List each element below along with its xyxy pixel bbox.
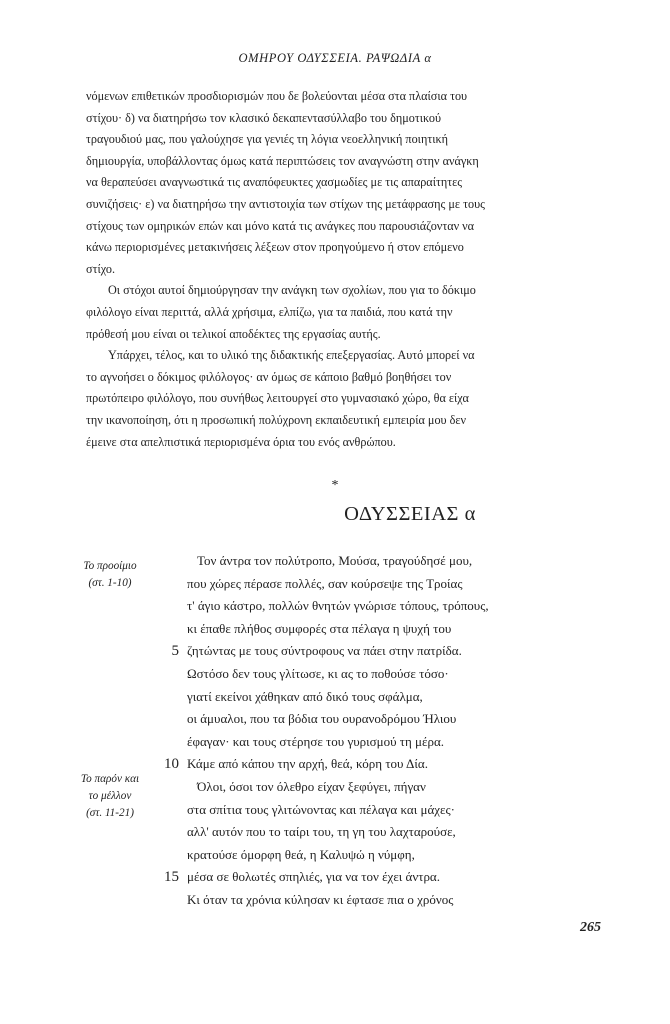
verse-text: κρατούσε όμορφη θεά, η Καλυψώ η νύμφη,	[187, 846, 415, 862]
verse-line	[157, 821, 597, 844]
margin-note-line: (στ. 1-10)	[88, 577, 132, 589]
preface-line: το αγνοήσει ο δόκιμος φιλόλογος· αν όμως σε κάποιο βαθμό βοηθήσει τον	[86, 369, 452, 384]
verse-text: που χώρες πέρασε πολλές, σαν κούρσεψε της Τροίας	[187, 575, 463, 591]
preface-line: στίχου· δ) να διατηρήσω τον κλασικό δεκαπεντασύλλαβο του δημοτικού	[86, 110, 442, 125]
preface-line: έμεινε στα απελπιστικά περιορισμένα όρια του ενός ανθρώπου.	[86, 434, 396, 449]
preface-line: πρωτόπειρο φιλόλογο, που συνήθως λειτουργεί στο γυμνασιακό χώρο, θα είχα	[86, 391, 469, 406]
preface-line: φιλόλογο είναι περιττά, αλλά χρήσιμα, ελπίζω, για τα παιδιά, που κατά την	[86, 304, 453, 319]
verse-line	[157, 686, 597, 709]
preface-line: συνιζήσεις· ε) να διατηρήσω την αντιστοιχία των στίχων της μετάφρασης με τους	[86, 196, 485, 211]
verse-line	[157, 731, 597, 754]
verse-text: Τον άντρα τον πολύτροπο, Μούσα, τραγούδησέ μου,	[197, 553, 473, 568]
verse-line	[157, 776, 597, 799]
verse-text: Κάμε από κάπου την αρχή, θεά, κόρη του Δία.	[187, 756, 428, 772]
verse-line	[157, 640, 597, 663]
preface-line: στίχους των ομηρικών επών και μόνο κατά τις ανάγκες που παρουσιάζονταν να	[86, 218, 475, 233]
preface-line: κάνω περιορισμένες μετακινήσεις λέξεων στον προηγούμενο ή στον επόμενο	[86, 240, 464, 255]
verse-text: αλλ' αυτόν που το ταίρι του, τη γη του λαχταρούσε,	[187, 824, 456, 840]
preface-line: στίχο.	[86, 261, 116, 276]
verse-text: Όλοι, όσοι τον όλεθρο είχαν ξεφύγει, πήγαν	[197, 778, 426, 794]
margin-note-present-future	[60, 771, 160, 822]
verse-line	[157, 844, 597, 867]
verse-text: έφαγαν· και τους στέρησε του γυρισμού τη μέρα.	[187, 733, 445, 749]
running-head: ΟΜΗΡΟΥ ΟΔΥΣΣΕΙΑ. ΡΑΨΩΔΙΑ α	[238, 51, 432, 65]
verse-text: ζητώντας με τους σύντροφους να πάει στην πατρίδα.	[187, 643, 462, 659]
verse-text: μέσα σε θολωτές σπηλιές, για να τον έχει άντρα.	[187, 869, 440, 885]
verse-line	[157, 663, 597, 686]
page-number: 265	[580, 920, 601, 935]
verse-line	[157, 753, 597, 776]
preface-line: την ικανοποίηση, ότι η προσωπική πολύχρονη εκπαιδευτική εμπειρία μου δεν	[86, 412, 466, 427]
verse-text: τ' άγιο κάστρο, πολλών θνητών γνώρισε τόπους, τρόπους,	[187, 598, 489, 614]
preface-line: νόμενων επιθετικών προσδιορισμών που δε βολεύονται μέσα στα πλαίσια του	[86, 89, 468, 103]
margin-note-line: (στ. 11-21)	[86, 807, 134, 819]
preface-line: τραγουδιού μας, που γαλούχησε για γενιές τη λόγια νεοελληνική ποιητική	[86, 132, 449, 147]
verse-line	[157, 573, 597, 596]
verse-line	[157, 595, 597, 618]
verse-line	[157, 866, 597, 889]
margin-note-prooimio	[60, 558, 160, 592]
verse-line	[157, 708, 597, 731]
verse-text: οι άμυαλοι, που τα βόδια του ουρανοδρόμου Ήλιου	[187, 711, 457, 727]
section-asterisk: *	[331, 478, 339, 493]
preface-text	[86, 86, 612, 453]
verse-number: 5	[171, 643, 179, 660]
preface-line: πρόθεσή μου είναι οι τελικοί αποδέκτες της εργασίας αυτής.	[86, 326, 381, 341]
verse-line	[157, 799, 597, 822]
preface-line: να θεραπεύσει αναγνωστικά τις αναπόφευκτες χασμωδίες με τις απαραίτητες	[86, 175, 463, 190]
verse-text: γιατί εκείνοι χάθηκαν από δικό τους σφάλμα,	[187, 688, 423, 704]
verse-line	[157, 550, 597, 573]
preface-line: Υπάρχει, τέλος, και το υλικό της διδακτικής επεξεργασίας. Αυτό μπορεί να	[108, 348, 475, 363]
margin-note-line: το μέλλον	[88, 790, 132, 802]
margin-note-line: Το προοίμιο	[83, 560, 137, 572]
verse-text: Κι όταν τα χρόνια κύλησαν κι έφτασε πια ο χρόνος	[187, 891, 454, 907]
verse-line	[157, 618, 597, 641]
preface-line: δημιουργία, υποβάλλοντας όμως κατά περιπτώσεις τον αναγνώστη στην ανάγκη	[86, 153, 479, 168]
verse-block	[157, 550, 597, 912]
verse-number: 15	[164, 869, 179, 886]
book-title: ΟΔΥΣΣΕΙΑΣ α	[344, 503, 476, 525]
margin-note-line: Το παρόν και	[80, 773, 140, 785]
verse-text: κι έπαθε πλήθος συμφορές στα πέλαγα η ψυχή του	[187, 620, 452, 636]
verse-line	[157, 889, 597, 912]
verse-text: στα σπίτια τους γλιτώνοντας και πέλαγα και μάχες·	[187, 801, 455, 817]
verse-text: Ωστόσο δεν τους γλίτωσε, κι ας το ποθούσε τόσο·	[187, 665, 449, 681]
verse-number: 10	[164, 756, 179, 773]
preface-line: Οι στόχοι αυτοί δημιούργησαν την ανάγκη των σχολίων, που για το δόκιμο	[108, 283, 476, 298]
